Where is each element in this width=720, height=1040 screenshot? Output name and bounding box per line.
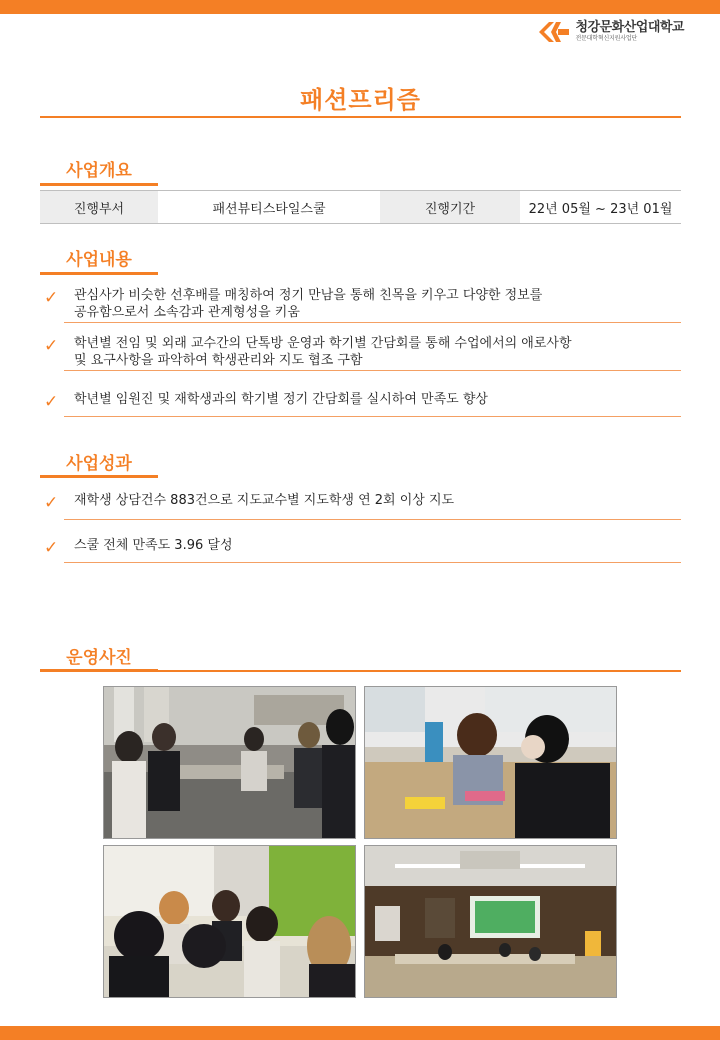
content-item-line: 및 요구사항을 파악하여 학생관리와 지도 협조 구함 <box>74 353 363 368</box>
check-icon: ✓ <box>44 493 59 513</box>
period-value: 22년 05월 ~ 23년 01월 <box>528 201 673 217</box>
dept-value: 패션뷰티스타일스쿨 <box>212 201 326 217</box>
result-item <box>40 536 681 566</box>
item-divider <box>64 562 681 563</box>
check-icon: ✓ <box>44 288 59 308</box>
ck-logo-icon <box>537 20 569 44</box>
overview-table <box>40 190 681 224</box>
check-icon: ✓ <box>44 538 59 558</box>
overview-heading-underline <box>40 183 158 186</box>
title-divider <box>40 116 681 118</box>
result-item-line: 재학생 상담건수 883건으로 지도교수별 지도학생 연 2회 이상 지도 <box>74 493 455 508</box>
content-item-line: 학년별 임원진 및 재학생과의 학기별 정기 간담회를 실시하여 만족도 향상 <box>74 392 488 407</box>
content-item-line: 관심사가 비슷한 선후배를 매칭하여 정기 만남을 통해 친목을 키우고 다양한 정보를 <box>74 288 543 303</box>
content-heading: 사업내용 <box>66 250 132 270</box>
content-item-line: 공유함으로서 소속감과 관계형성을 키움 <box>74 305 300 320</box>
activity-photo <box>103 686 356 839</box>
document-title: 패션프리즘 <box>300 86 421 114</box>
logo-sub: 전문대학혁신지원사업단 <box>575 35 638 42</box>
result-item <box>40 491 681 521</box>
item-divider <box>64 519 681 520</box>
period-label: 진행기간 <box>380 191 520 223</box>
logo-name: 청강문화산업대학교 <box>575 20 684 35</box>
school-logo <box>537 20 684 44</box>
item-divider <box>64 322 681 323</box>
photos-heading-underline <box>40 669 158 672</box>
overview-heading: 사업개요 <box>66 161 132 181</box>
results-heading-underline <box>40 475 158 478</box>
bottom-accent-bar <box>0 1026 720 1040</box>
content-item-line: 학년별 전임 및 외래 교수간의 단톡방 운영과 학기별 간담회를 통해 수업에서의 애로사항 <box>74 336 572 351</box>
top-accent-bar <box>0 0 720 14</box>
check-icon: ✓ <box>44 392 59 412</box>
dept-label: 진행부서 <box>40 191 158 223</box>
result-item-line: 스쿨 전체 만족도 3.96 달성 <box>74 538 233 553</box>
activity-photo <box>364 845 617 998</box>
activity-photo <box>364 686 617 839</box>
photos-divider <box>158 670 681 672</box>
content-item <box>40 287 681 324</box>
content-heading-underline <box>40 272 158 275</box>
content-item <box>40 335 681 372</box>
item-divider <box>64 416 681 417</box>
photos-heading: 운영사진 <box>66 648 132 668</box>
item-divider <box>64 370 681 371</box>
content-item <box>40 390 681 418</box>
activity-photo <box>103 845 356 998</box>
results-heading: 사업성과 <box>66 454 132 474</box>
check-icon: ✓ <box>44 336 59 356</box>
